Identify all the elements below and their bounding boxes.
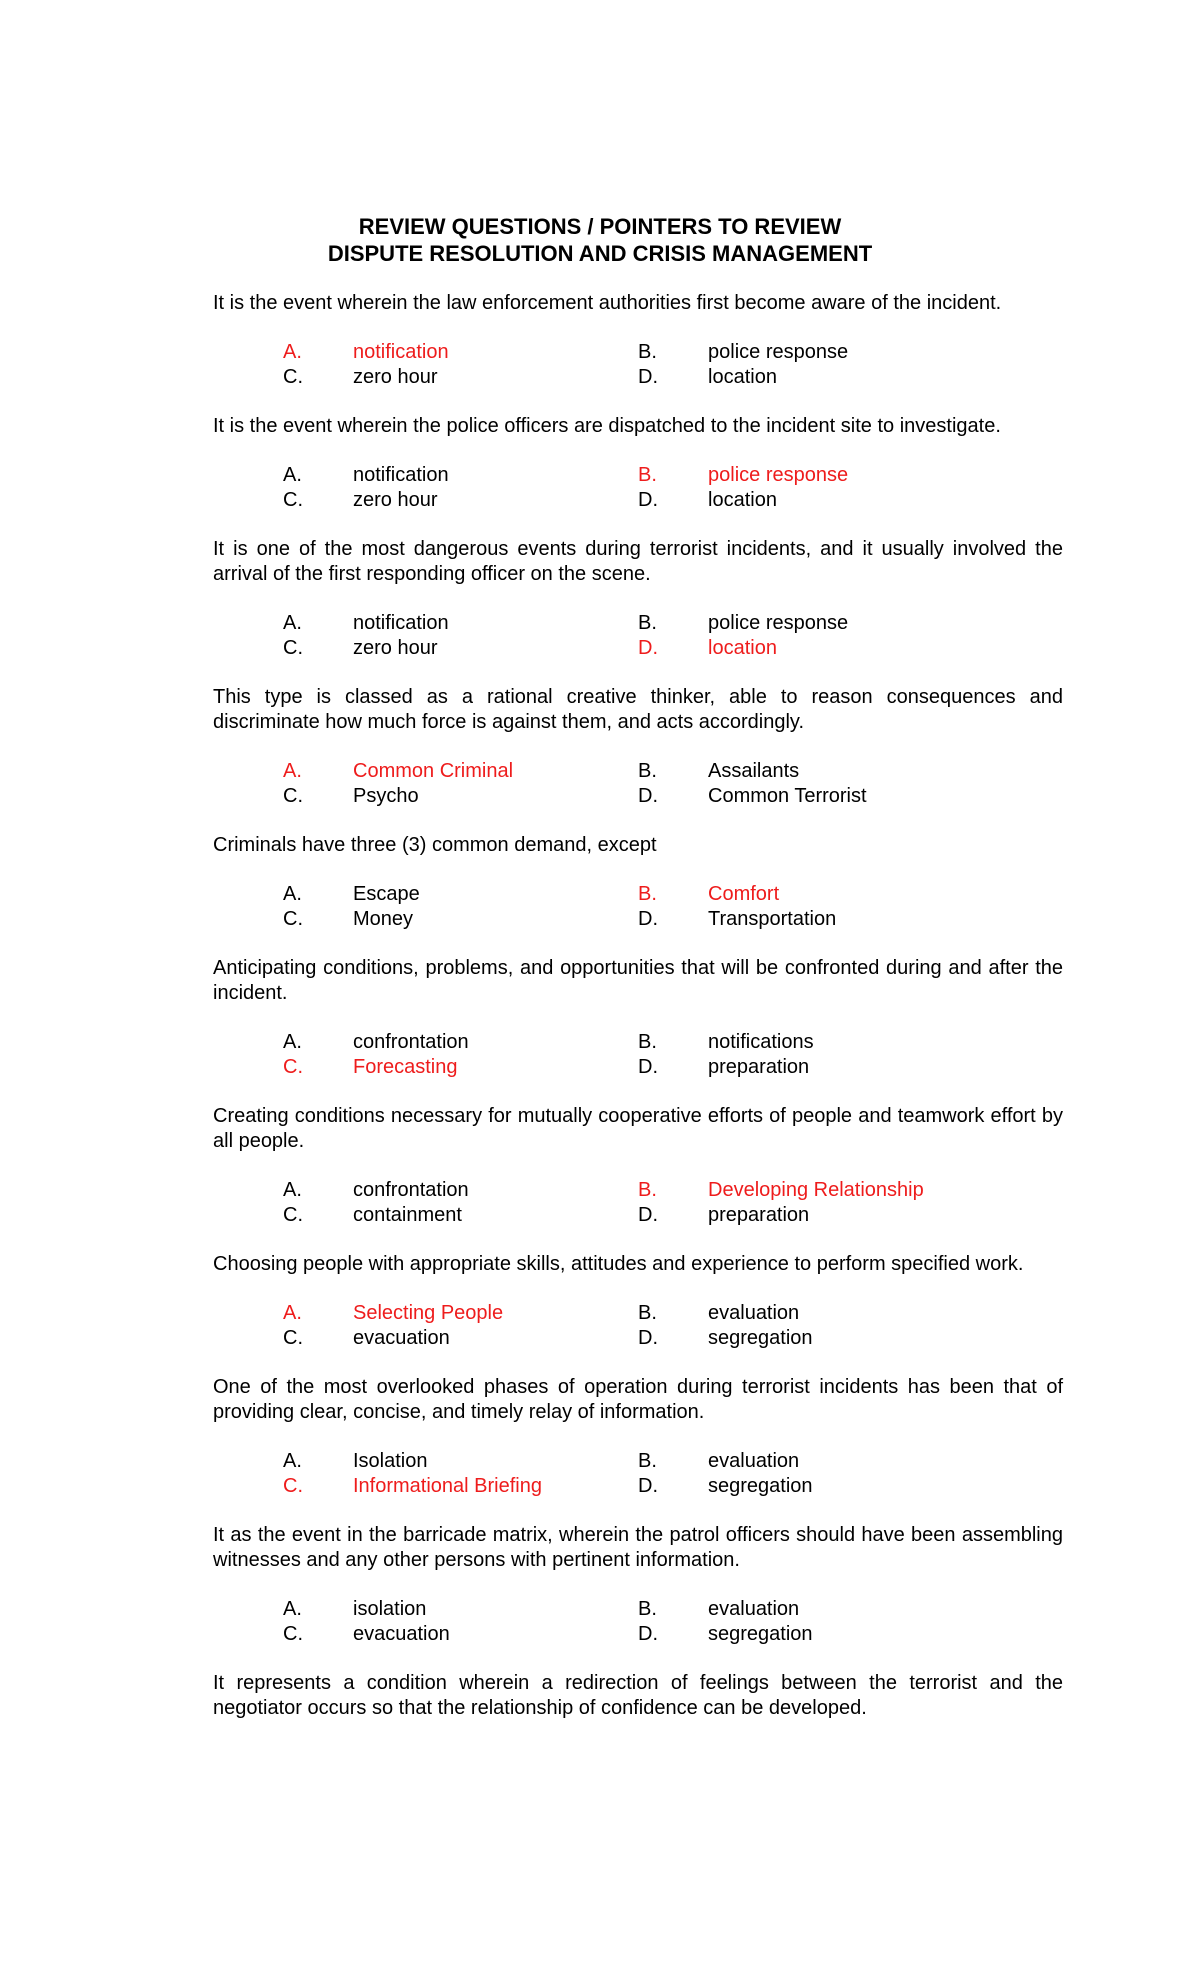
choice-grid bbox=[283, 1301, 1063, 1351]
choice-text: containment bbox=[353, 1204, 462, 1226]
choice-letter: C. bbox=[283, 1623, 303, 1645]
question-block bbox=[213, 1375, 1063, 1499]
question-block bbox=[213, 833, 1063, 932]
choice-grid bbox=[283, 1597, 1063, 1647]
choice-letter: D. bbox=[638, 908, 658, 930]
choice-letter: D. bbox=[638, 366, 658, 388]
choice-letter: A. bbox=[283, 612, 302, 634]
question-stem: It as the event in the barricade matrix, wherein the patrol officers should have been assembling witnesses and any other persons with pertinent information. bbox=[213, 1524, 1063, 1571]
choice-text: isolation bbox=[353, 1598, 427, 1620]
correct-choice-text: Forecasting bbox=[353, 1056, 458, 1078]
choice-grid bbox=[283, 882, 1063, 932]
choice-grid bbox=[283, 1030, 1063, 1080]
choice-letter: C. bbox=[283, 908, 303, 930]
choice-text: notification bbox=[353, 464, 449, 486]
question-stem: Criminals have three (3) common demand, except bbox=[213, 834, 657, 856]
choice-letter: D. bbox=[638, 1327, 658, 1349]
correct-choice-text: Selecting People bbox=[353, 1302, 504, 1324]
correct-choice-text: Comfort bbox=[708, 883, 780, 905]
choice-letter: D. bbox=[638, 489, 658, 511]
choice-text: police response bbox=[708, 612, 849, 634]
choice-text: zero hour bbox=[353, 366, 438, 388]
document-subtitle: DISPUTE RESOLUTION AND CRISIS MANAGEMENT bbox=[327, 241, 873, 266]
choice-letter: D. bbox=[638, 1056, 658, 1078]
choice-letter: C. bbox=[283, 637, 303, 659]
choice-text: Isolation bbox=[353, 1450, 428, 1472]
correct-choice-letter: B. bbox=[638, 883, 657, 905]
question-stem: Choosing people with appropriate skills, attitudes and experience to perform specified work. bbox=[213, 1253, 1024, 1275]
choice-text: Common Terrorist bbox=[708, 785, 867, 807]
choice-text: location bbox=[708, 489, 777, 511]
choice-text: location bbox=[708, 366, 777, 388]
choice-grid bbox=[283, 463, 1063, 513]
question-stem: It is one of the most dangerous events during terrorist incidents, and it usually involved the arrival of the first responding officer on the scene. bbox=[213, 538, 1063, 585]
choice-letter: C. bbox=[283, 366, 303, 388]
choice-letter: A. bbox=[283, 1450, 302, 1472]
choice-text: Transportation bbox=[708, 908, 837, 930]
correct-choice-letter: D. bbox=[638, 637, 658, 659]
choice-letter: A. bbox=[283, 1598, 302, 1620]
question-block bbox=[213, 537, 1063, 661]
choice-letter: C. bbox=[283, 489, 303, 511]
choice-letter: A. bbox=[283, 883, 302, 905]
choice-text: evaluation bbox=[708, 1598, 800, 1620]
choice-letter: A. bbox=[283, 1031, 302, 1053]
question-stem: It is the event wherein the police officers are dispatched to the incident site to investigate. bbox=[213, 415, 1001, 437]
question-block bbox=[213, 956, 1063, 1080]
correct-choice-letter: A. bbox=[283, 1302, 302, 1324]
choice-text: preparation bbox=[708, 1204, 810, 1226]
choice-grid bbox=[283, 611, 1063, 661]
choice-text: evaluation bbox=[708, 1450, 800, 1472]
choice-text: confrontation bbox=[353, 1179, 469, 1201]
choice-text: zero hour bbox=[353, 637, 438, 659]
choice-letter: D. bbox=[638, 1204, 658, 1226]
question-stem: It represents a condition wherein a redirection of feelings between the terrorist and the negotiator occurs so that the relationship of confidence can be developed. bbox=[213, 1672, 1063, 1719]
correct-choice-letter: A. bbox=[283, 760, 302, 782]
choice-text: zero hour bbox=[353, 489, 438, 511]
correct-choice-letter: B. bbox=[638, 464, 657, 486]
correct-choice-text: location bbox=[708, 637, 777, 659]
choice-text: preparation bbox=[708, 1056, 810, 1078]
choice-letter: D. bbox=[638, 785, 658, 807]
question-block bbox=[213, 414, 1063, 513]
choice-letter: D. bbox=[638, 1623, 658, 1645]
correct-choice-text: notification bbox=[353, 341, 449, 363]
choice-letter: B. bbox=[638, 1450, 657, 1472]
choice-letter: D. bbox=[638, 1475, 658, 1497]
question-stem: One of the most overlooked phases of operation during terrorist incidents has been that of providing clear, concise, and timely relay of information. bbox=[213, 1376, 1063, 1423]
choice-letter: C. bbox=[283, 1204, 303, 1226]
choice-text: confrontation bbox=[353, 1031, 469, 1053]
correct-choice-letter: C. bbox=[283, 1056, 303, 1078]
choice-letter: B. bbox=[638, 341, 657, 363]
choice-text: evacuation bbox=[353, 1623, 450, 1645]
document-title: REVIEW QUESTIONS / POINTERS TO REVIEW bbox=[358, 214, 842, 239]
choice-text: notification bbox=[353, 612, 449, 634]
question-stem: Creating conditions necessary for mutually cooperative efforts of people and teamwork effort by all people. bbox=[213, 1105, 1063, 1152]
choice-grid bbox=[283, 759, 1063, 809]
choice-text: Assailants bbox=[708, 760, 800, 782]
choice-letter: B. bbox=[638, 1302, 657, 1324]
question-stem: This type is classed as a rational creative thinker, able to reason consequences and discriminate how much force is against them, and acts accordingly. bbox=[213, 686, 1063, 733]
question-list bbox=[213, 291, 1063, 1745]
question-stem: It is the event wherein the law enforcement authorities first become aware of the incident. bbox=[213, 292, 1002, 314]
choice-letter: B. bbox=[638, 1598, 657, 1620]
question-block bbox=[213, 685, 1063, 809]
choice-letter: A. bbox=[283, 464, 302, 486]
choice-grid bbox=[283, 1178, 1063, 1228]
correct-choice-letter: B. bbox=[638, 1179, 657, 1201]
question-block bbox=[213, 291, 1063, 390]
choice-grid bbox=[283, 1449, 1063, 1499]
question-stem: Anticipating conditions, problems, and opportunities that will be confronted during and after the incident. bbox=[213, 957, 1063, 1004]
correct-choice-letter: C. bbox=[283, 1475, 303, 1497]
choice-text: evaluation bbox=[708, 1302, 800, 1324]
choice-grid bbox=[283, 340, 1063, 390]
document-header bbox=[0, 213, 1200, 267]
choice-text: segregation bbox=[708, 1475, 813, 1497]
correct-choice-text: Common Criminal bbox=[353, 760, 514, 782]
choice-letter: A. bbox=[283, 1179, 302, 1201]
choice-text: segregation bbox=[708, 1623, 813, 1645]
choice-text: Psycho bbox=[353, 785, 419, 807]
choice-text: Money bbox=[353, 908, 414, 930]
correct-choice-text: police response bbox=[708, 464, 849, 486]
choice-text: evacuation bbox=[353, 1327, 450, 1349]
choice-text: notifications bbox=[708, 1031, 814, 1053]
choice-text: Escape bbox=[353, 883, 420, 905]
choice-letter: C. bbox=[283, 1327, 303, 1349]
correct-choice-text: Informational Briefing bbox=[353, 1475, 542, 1497]
choice-letter: B. bbox=[638, 612, 657, 634]
choice-letter: B. bbox=[638, 1031, 657, 1053]
choice-text: police response bbox=[708, 341, 849, 363]
choice-text: segregation bbox=[708, 1327, 813, 1349]
question-block bbox=[213, 1252, 1063, 1351]
question-block bbox=[213, 1523, 1063, 1647]
correct-choice-text: Developing Relationship bbox=[708, 1179, 924, 1201]
correct-choice-letter: A. bbox=[283, 341, 302, 363]
choice-letter: B. bbox=[638, 760, 657, 782]
choice-letter: C. bbox=[283, 785, 303, 807]
question-block bbox=[213, 1104, 1063, 1228]
question-block bbox=[213, 1671, 1063, 1721]
